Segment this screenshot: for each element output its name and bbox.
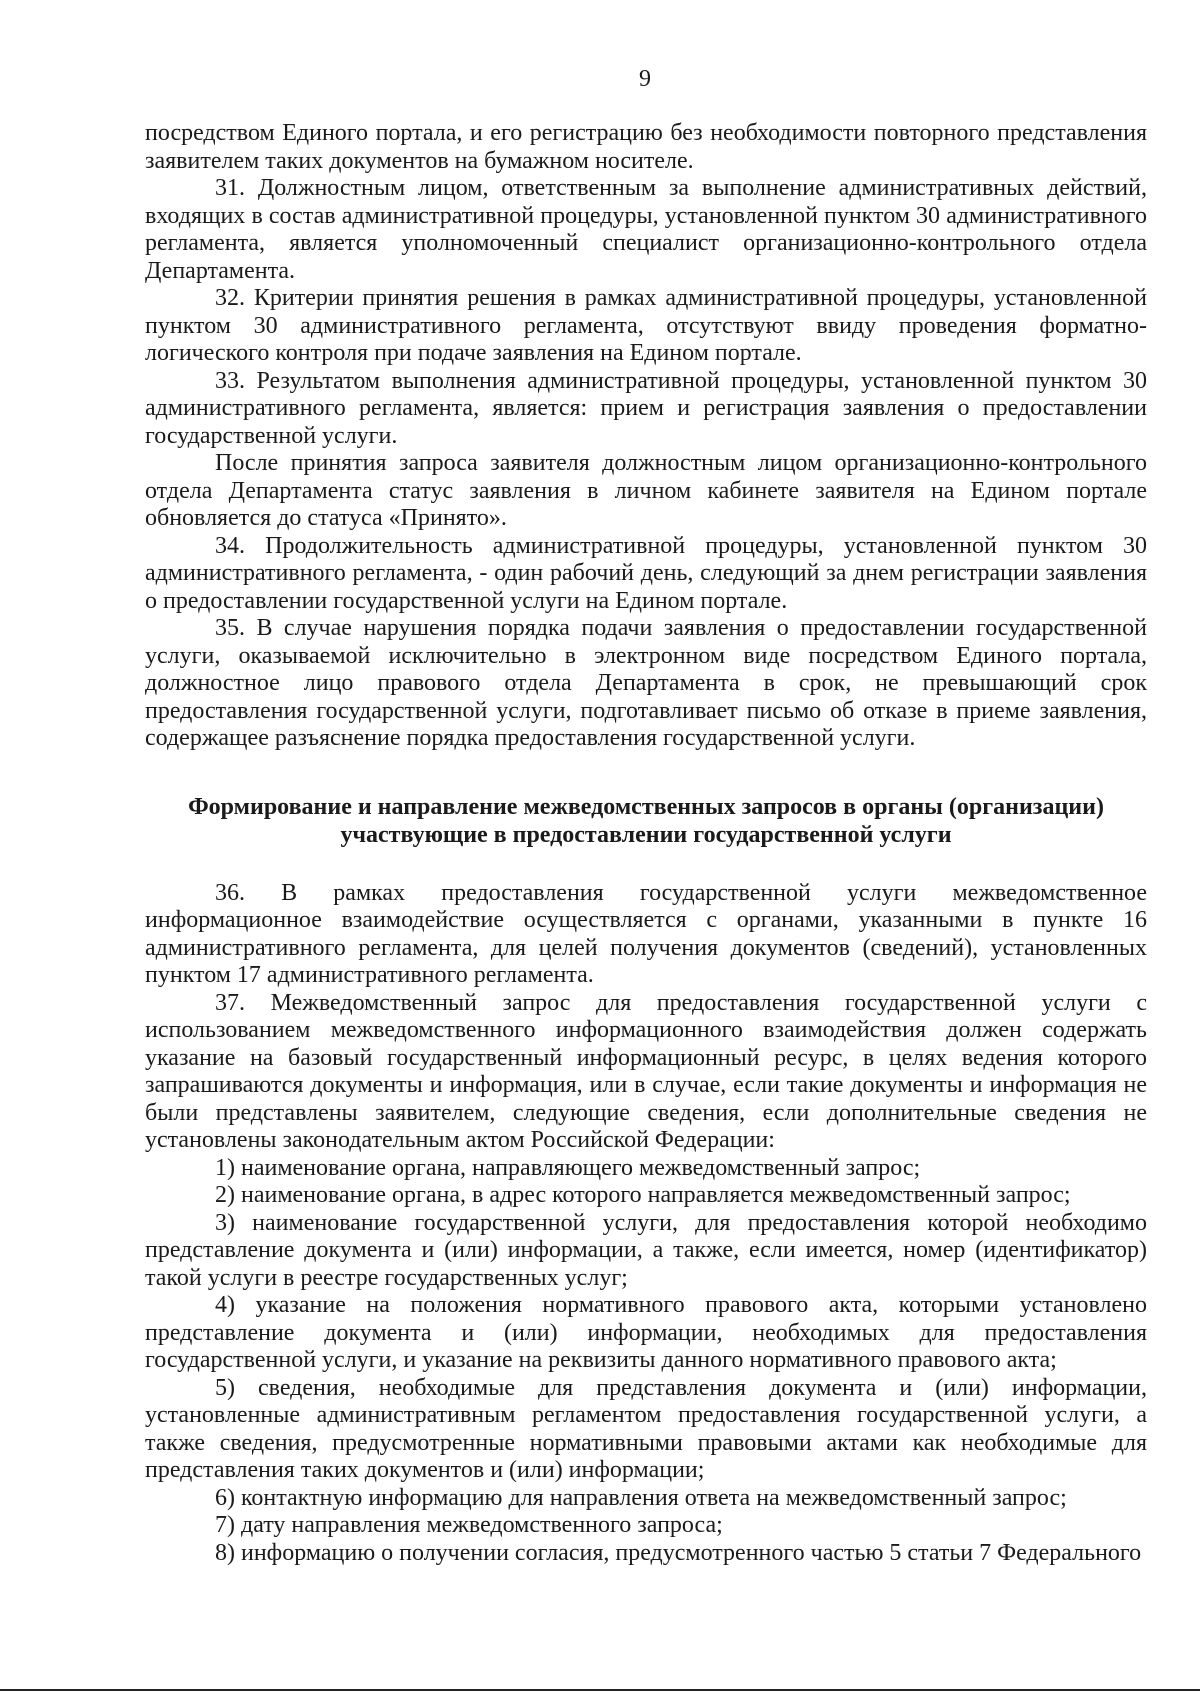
paragraph: 34. Продолжительность административной процедуры, установленной пунктом 30 административного регламента, - один рабочий день, следующий за днем регистрации заявления о предоставлении государственной услуги на Едином портале. (145, 532, 1147, 614)
paragraph: 7) дату направления межведомственного запроса; (215, 1512, 723, 1538)
paragraph: 6) контактную информацию для направления ответа на межведомственный запрос; (215, 1484, 1067, 1511)
paragraph: 32. Критерии принятия решения в рамках административной процедуры, установленной пунктом 30 административного регламента, отсутствуют ввиду проведения форматно-логического контроля при подаче заявления на Едином портале. (145, 285, 1147, 366)
paragraphs-before-heading (145, 120, 1147, 753)
paragraph: 1) наименование органа, направляющего межведомственный запрос; (215, 1154, 921, 1181)
paragraph: 4) указание на положения нормативного правового акта, которыми установлено представление документа и (или) информации, необходимых для предоставления государственной услуги, и указание на реквизиты данного нормативного правового акта; (145, 1292, 1147, 1373)
section-heading-line-2: участвующие в предоставлении государственной услуги (340, 821, 952, 848)
paragraph: 31. Должностным лицом, ответственным за выполнение административных действий, входящих в состав административной процедуры, установленной пунктом 30 административного регламента, является уполномоченный специалист организационно-контрольного отдела Департамента. (145, 175, 1147, 284)
section-heading (145, 793, 1147, 849)
document-body (145, 120, 1147, 1567)
paragraph: 36. В рамках предоставления государственной услуги межведомственное информационное взаимодействие осуществляется с органами, указанными в пункте 16 административного регламента, для целей получения документов (сведений), установленных пунктом 17 административного регламента. (145, 879, 1147, 988)
paragraph: 5) сведения, необходимые для представления документа и (или) информации, установленные административным регламентом предоставления государственной услуги, а также сведения, предусмотренные нормативными правовыми актами как необходимые для представления таких документов и (или) информации; (145, 1374, 1147, 1483)
paragraph: После принятия запроса заявителя должностным лицом организационно-контрольного отдела Департамента статус заявления в личном кабинете заявителя на Едином портале обновляется до статуса «Принято». (145, 450, 1147, 531)
paragraphs-after-heading (145, 880, 1147, 1568)
page-number: 9 (639, 66, 651, 92)
bottom-divider (0, 1689, 1200, 1691)
section-heading-line-1: Формирование и направление межведомственных запросов в органы (организации) (188, 793, 1104, 820)
paragraph: 8) информацию о получении согласия, предусмотренного частью 5 статьи 7 Федерального (215, 1539, 1142, 1566)
paragraph: посредством Единого портала, и его регистрацию без необходимости повторного представления заявителем таких документов на бумажном носителе. (145, 120, 1147, 174)
paragraph: 35. В случае нарушения порядка подачи заявления о предоставлении государственной услуги, оказываемой исключительно в электронном виде посредством Единого портала, должностное лицо правового отдела Департамента в срок, не превышающий срок предоставления государственной услуги, подготавливает письмо об отказе в приеме заявления, содержащее разъяснение порядка предоставления государственной услуги. (145, 615, 1147, 751)
paragraph: 2) наименование органа, в адрес которого направляется межведомственный запрос; (215, 1182, 1071, 1208)
paragraph: 33. Результатом выполнения административной процедуры, установленной пунктом 30 административного регламента, является: прием и регистрация заявления о предоставлении государственной услуги. (145, 367, 1147, 449)
paragraph: 3) наименование государственной услуги, для предоставления которой необходимо представление документа и (или) информации, а также, если имеется, номер (идентификатор) такой услуги в реестре государственных услуг; (145, 1209, 1147, 1291)
paragraph: 37. Межведомственный запрос для предоставления государственной услуги с использованием межведомственного информационного взаимодействия должен содержать указание на базовый государственный информационный ресурс, в целях ведения которого запрашиваются документы и информация, или в случае, если такие документы и информация не были представлены заявителем, следующие сведения, если дополнительные сведения не установлены законодательным актом Российской Федерации: (145, 989, 1147, 1153)
